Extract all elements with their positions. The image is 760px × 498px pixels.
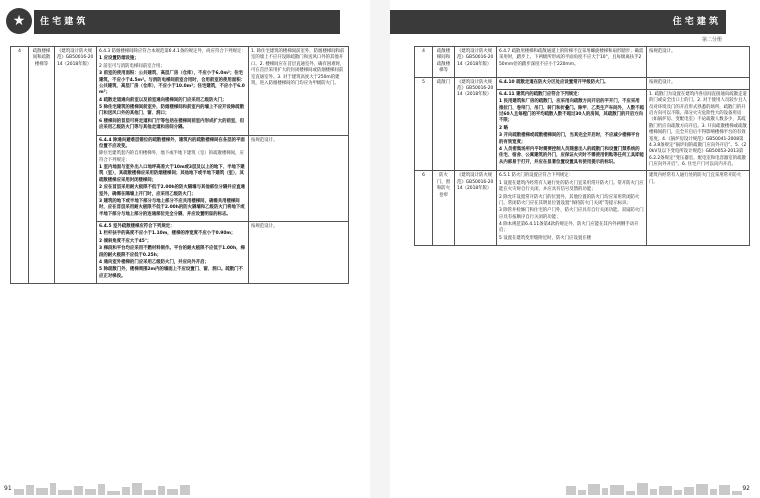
provision-paragraph: 6.4.4 除通向避难层错位的疏散楼梯外，建筑内的疏散楼梯间在各层的平面位置不应改变。 bbox=[99, 137, 245, 149]
table-row bbox=[415, 77, 750, 89]
provision-paragraph: 3 前室的使用面积：公共建筑、高层厂房（仓库），不应小于6.0m²；住宅建筑，不应小于4.5m²。与消防电梯间前室合用时，合用前室的使用面积：公共建筑、高层厂房（仓库），不应小于10.0m²；住宅建筑，不应小于6.0m²； bbox=[99, 71, 245, 96]
row-standard: 《建筑设计防火规范》GB50016-2014（2018年版） bbox=[55, 47, 97, 284]
row-number: 4 bbox=[11, 47, 29, 284]
row-standard: 《建筑设计防火规范》GB50016-2014（2018年版） bbox=[455, 77, 497, 171]
remark-cell: 建筑内经常有人通行处的防火门宜采用常开防火门。 bbox=[647, 171, 750, 246]
provision-paragraph: 2 略 bbox=[499, 125, 508, 131]
provision-cell bbox=[497, 77, 647, 89]
right-page bbox=[390, 0, 760, 498]
provision-paragraph: 5 设置在建筑变形缝附近时，防火门应设置在楼 bbox=[499, 235, 592, 241]
table-row bbox=[415, 47, 750, 78]
provision-paragraph: 2 除允许设置常开防火门的位置外，其他位置的防火门均应采用常闭防火门。常闭防火门应在其明显位置设置“保持防火门关闭”等提示标识； bbox=[499, 194, 640, 206]
provision-paragraph: 5 除住宅建筑的楼梯间前室外，防烟楼梯间和前室内的墙上不应开设除疏散门和送风口外的其他门、窗、洞口； bbox=[99, 105, 245, 117]
remark-cell: 按规范设计。 bbox=[249, 135, 349, 222]
page-number: 91 bbox=[4, 485, 12, 492]
spec-table bbox=[414, 46, 750, 246]
provision-cell bbox=[497, 47, 647, 78]
provision-paragraph: 3 梯段和平台均应采用不燃材料制作。平台的耐火极限不应低于1.00h，梯段的耐火极限不应低于0.25h； bbox=[99, 246, 245, 258]
emblem-icon: ★ bbox=[6, 8, 32, 34]
row-category: 疏散楼梯间和疏散楼梯等 bbox=[29, 47, 55, 284]
provision-paragraph: 6.4.5 室外疏散楼梯应符合下列规定： bbox=[99, 224, 175, 229]
provision-paragraph: 1 设置在建筑内经常有人通行处的防火门宜采用常开防火门。常开防火门应能在火灾时自行关闭，并应具有信号反馈的功能； bbox=[499, 180, 644, 193]
provision-paragraph: 3 除管井检修门和住宅的户门外，防火门应具有自行关闭功能。双扇防火门应具有按顺序自行关闭的功能； bbox=[499, 208, 644, 220]
remark-cell: 按规范设计。 bbox=[647, 77, 750, 89]
provision-cell bbox=[497, 171, 647, 246]
row-standard: 《建筑设计防火规范》GB50016-2014（2018年版） bbox=[455, 47, 497, 78]
skyline-decoration-icon bbox=[566, 483, 746, 495]
provision-paragraph: 4 人员密集场所内平时需要控制人员随意出入的疏散门和设置门禁系统的住宅、宿舍、公寓建筑的外门，应保证火灾时不需使用钥匙等任何工具即能从内部易于打开，并应在显著位置设置具有使用提示的标识。 bbox=[499, 146, 644, 165]
provision-paragraph: 1 栏杆扶手的高度不应小于1.10m，楼梯的净宽度不应小于0.90m； bbox=[99, 231, 236, 237]
page-footer bbox=[390, 476, 760, 498]
page-footer bbox=[0, 476, 370, 498]
page-header-bar bbox=[34, 10, 340, 34]
provision-cell bbox=[97, 135, 249, 222]
provision-paragraph: 4 通向室外楼梯的门应采用乙级防火门，并应向外开启； bbox=[99, 259, 209, 265]
header-subtitle: 第二分册 bbox=[701, 37, 722, 43]
provision-paragraph: 1 室内地面与室外出入口地坪高差大于10m或3层及以上的地下、半地下建筑（室），其疏散楼梯应采用防烟楼梯间；其他地下或半地下建筑（室），其疏散楼梯应采用封闭楼梯间； bbox=[99, 165, 245, 183]
left-page bbox=[0, 0, 370, 498]
provision-paragraph: 3 开向疏散楼梯或疏散楼梯间的门，当其完全开启时，不应减少楼梯平台的有效宽度； bbox=[499, 133, 640, 145]
row-number: 4 bbox=[415, 47, 433, 78]
page-header-bar bbox=[390, 10, 726, 34]
row-category: 疏散门 bbox=[433, 77, 455, 171]
provision-paragraph: 2 倾斜角度不应大于45°； bbox=[99, 238, 152, 244]
provision-paragraph: 5 除疏散门外，楼梯周围2m内的墙面上不应设置门、窗、洞口。疏散门不应正对梯段。 bbox=[99, 267, 243, 279]
table-row bbox=[415, 171, 750, 246]
table-row bbox=[11, 47, 349, 136]
provision-paragraph: 6 楼梯间的首层可将走道和门厅等包括在楼梯间前室内形成扩大的前室，但应采用乙级防火门等与其他走道和房间分隔。 bbox=[99, 118, 245, 131]
provision-paragraph: 6.4.7 疏散用楼梯和疏散通道上的阶梯不宜采用螺旋楼梯和扇形踏步；确需采用时，踏步上、下两级所形成的平面角度不应大于10°，且每级离扶手250mm处的踏步深度不应小于220mm。 bbox=[499, 49, 644, 67]
provision-paragraph: 1 民用建筑和厂房的疏散门，应采用向疏散方向开启的平开门，不应采用推拉门、卷帘门、吊门、转门和折叠门。除甲、乙类生产车间外，人数不超过60人且每樘门的平均疏散人数不超过30人的房间，其疏散门的开启方向不限； bbox=[499, 99, 644, 124]
row-number: 5 bbox=[415, 77, 433, 171]
row-category: 疏散楼梯间和疏散楼梯等 bbox=[433, 47, 455, 78]
remark-cell: 1. 除住宅建筑的楼梯间前室外，防烟楼梯间和前室的墙上不应开设除疏散门和送风口外的其他开口。2. 楼梯间应在首层直通室外，确有困难时，可在首层采用扩大的封闭楼梯间或防烟楼梯间前室直通室外。3. 对于建筑高度大于250m的建筑，进入防烟楼梯间的门均应为甲级防火门。 bbox=[249, 47, 349, 136]
book-gutter bbox=[370, 0, 390, 498]
header-title: 住 宅 建 筑 bbox=[40, 17, 86, 27]
provision-paragraph: 6.4.11 建筑内的疏散门应符合下列规定： bbox=[499, 91, 582, 97]
provision-paragraph: 3 建筑的地下或半地下部分与地上部分不应共用楼梯间，确需共用楼梯间时，应在首层采用耐火极限不低于2.00h的防火隔墙和乙级防火门将地下或半地下部分与地上部分的连通部位完全分隔，并应设置明显的标志。 bbox=[99, 198, 245, 217]
remark-cell: 按规范设计。 bbox=[249, 222, 349, 284]
row-number: 6 bbox=[415, 171, 433, 246]
provision-cell bbox=[497, 89, 647, 171]
provision-paragraph: 1 应设置防烟设施； bbox=[99, 56, 139, 62]
page-number: 92 bbox=[742, 485, 750, 492]
remark-cell: 按规范设计。 bbox=[647, 47, 750, 78]
provision-paragraph: 6.4.10 疏散走道在防火分区处应设置常开甲级防火门。 bbox=[499, 79, 609, 85]
remark-cell: 1. 疏散门为设置在建筑内各房间直接通向疏散走道的门或安全出口上的门。2. 对于使用人员较少且人员对环境及门的开启形式熟悉的场所，疏散门的开启方向可以不限。部分火灾危险性大的设备用房（如锅炉房、变配电室）不论疏散人数多少，其疏散门仍应向疏散方向开启。3. 开向疏散楼梯或疏散楼梯间的门，完全开启后不得影响楼梯平台的有效宽度。4.《锅炉房设计规范》GB50041-2008第4.3.8条规定“锅炉间的疏散门应向外开启”。5.《20kV及以下变电所设计规范》GB50053-2013第6.2.2条规定“变压器室、配电室和电容器室的疏散门应向外开启”。6. 住宅户门可以向内开启。 bbox=[647, 89, 750, 171]
provision-paragraph: 4 除本规范第6.4.11条第4款的规定外，防火门应能在其内外两侧手动开启； bbox=[499, 222, 639, 234]
row-category: 防火门、窗和防火卷帘 bbox=[433, 171, 455, 246]
header-title: 住 宅 建 筑 bbox=[672, 17, 718, 27]
provision-paragraph: 2 前室可与消防电梯间前室合用； bbox=[99, 63, 165, 69]
provision-paragraph: 6.4.3 防烟楼梯间除应符合本规范第6.4.1条的规定外，尚应符合下列规定： bbox=[99, 49, 246, 54]
provision-paragraph: 4 疏散走道通向前室以及前室通向楼梯间的门应采用乙级防火门； bbox=[99, 97, 227, 103]
skyline-decoration-icon bbox=[14, 483, 194, 495]
row-standard: 《建筑设计防火规范》GB50016-2014（2018年版） bbox=[455, 171, 497, 246]
provision-cell bbox=[97, 222, 249, 284]
provision-paragraph: 除住宅建筑套内的自用楼梯外，地下或半地下建筑（室）的疏散楼梯间，应符合下列规定： bbox=[99, 151, 244, 163]
provision-paragraph: 2 应在首层采用耐火极限不低于2.00h的防火隔墙与其他部位分隔并应直通室外，确需在隔墙上开门时，应采用乙级防火门； bbox=[99, 185, 245, 197]
spec-table bbox=[10, 46, 349, 284]
provision-cell bbox=[97, 47, 249, 136]
provision-paragraph: 6.5.1 防火门的设置应符合下列规定： bbox=[499, 173, 574, 179]
